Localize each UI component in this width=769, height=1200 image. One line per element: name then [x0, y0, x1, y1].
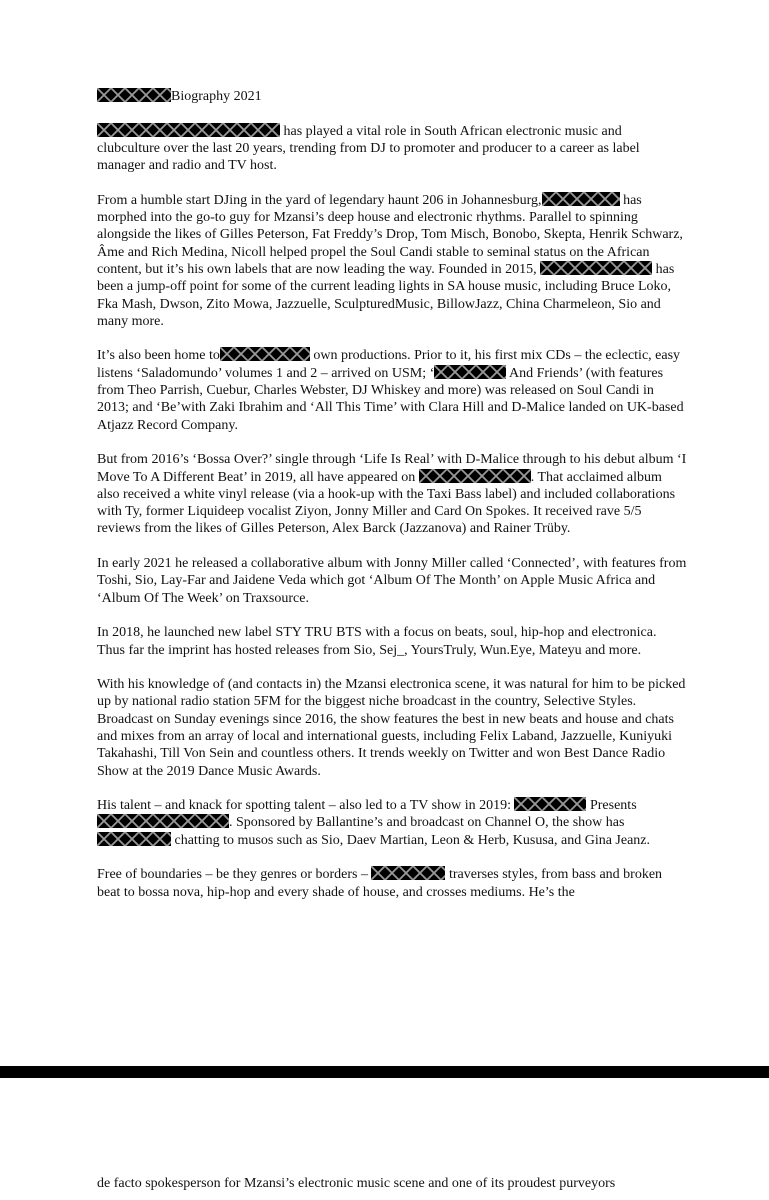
paragraph-connected	[97, 555, 687, 607]
paragraph-text: From a humble start DJing in the yard of legendary haunt 206 in Johannesburg,	[97, 192, 542, 208]
paragraph-text: chatting to musos such as Sio, Daev Martian, Leon & Herb, Kususa, and Gina Jeanz.	[174, 832, 651, 848]
paragraph-text: It’s also been home to	[97, 348, 220, 364]
redaction-block	[514, 797, 586, 811]
paragraph-text: Presents	[589, 798, 637, 814]
redaction-block	[97, 814, 229, 828]
document-page-2	[0, 1078, 769, 1200]
paragraph-text: But from 2016’s ‘Bossa Over?’ single through ‘Life Is Real’ with D-Malice through to his debut album ‘I Move To A Different Beat’ in 2019, all have appeared on	[97, 452, 687, 485]
redaction-block	[97, 832, 171, 846]
redaction-block	[434, 365, 506, 379]
paragraph-text: In early 2021 he released a collaborative album with Jonny Miller called ‘Connected’, with features from Toshi, Sio, Lay-Far and Jaidene Veda which got ‘Album Of The Month’ on Apple Music Africa and ‘Album Of The Week’ on Traxsource.	[97, 556, 687, 606]
paragraph-text: has been a jump-off point for some of the current leading lights in SA house music, including Bruce Loko, Fka Mash, Dwson, Zito Mowa, Jazzuelle, SculpturedMusic, BillowJazz, China Charmeleon, Sio and many more.	[97, 261, 675, 329]
paragraph-text: traverses styles, from bass and broken beat to bossa nova, hip-hop and every shade of house, and crosses mediums. He’s the	[97, 867, 663, 900]
redaction-block	[97, 123, 280, 137]
paragraph-radio	[97, 676, 687, 780]
paragraph-text: . That acclaimed album also received a white vinyl release (via a hook-up with the Taxi Bass label) and included collaborations with Ty, former Liquideep vocalist Ziyon, Jonny Miller and Card On Spokes. It received rave 5/5 reviews from the likes of Gilles Peterson, Alex Barck (Jazzanova) and Rainer Trüby.	[97, 469, 676, 537]
paragraph-origins	[97, 192, 687, 330]
document-title	[97, 88, 687, 105]
paragraph-text: In 2018, he launched new label STY TRU BTS with a focus on beats, soul, hip-hop and electronica. Thus far the imprint has hosted releases from Sio, Sej_, YoursTruly, Wun.Eye, Mateyu and more.	[97, 625, 657, 658]
redaction-block	[419, 469, 531, 483]
redaction-block	[97, 88, 171, 102]
paragraph-text: . Sponsored by Ballantine’s and broadcast on Channel O, the show has	[229, 815, 625, 831]
paragraph-text: Free of boundaries – be they genres or borders –	[97, 867, 368, 883]
paragraph-text: With his knowledge of (and contacts in) the Mzansi electronica scene, it was natural for him to be picked up by national radio station 5FM for the biggest niche broadcast in the country, Selective Styles. Broadcast on Sunday evenings since 2016, the show features the best in new beats and house and chats and mixes from an array of local and international guests, including Felix Laband, Jazzuelle, Kuniyuki Takahashi, Till Von Sein and countless others. It trends weekly on Twitter and won Best Dance Radio Show at the 2019 Dance Music Awards.	[97, 677, 686, 779]
page2-paragraph: de facto spokesperson for Mzansi’s electronic music scene and one of its proudest purveyors	[97, 1176, 616, 1191]
paragraph-productions	[97, 347, 687, 433]
title-text: Biography 2021	[171, 89, 262, 104]
paragraph-text: has morphed into the go-to guy for Mzansi’s deep house and electronic rhythms. Parallel to spinning alongside the likes of Gilles Peterson, Fat Freddy’s Drop, Tom Misch, Bonobo, Skepta, Henrik Schwarz, Âme and Rich Medina, Nicoll helped propel the Soul Candi stable to seminal status on the African content, but it’s his own labels that are now leading the way. Founded in 2015,	[97, 192, 683, 277]
paragraph-boundaries	[97, 866, 687, 901]
paragraph-album	[97, 451, 687, 537]
paragraph-intro	[97, 123, 687, 175]
document-body	[97, 88, 687, 918]
paragraph-text: has played a vital role in South African electronic music and clubculture over the last 20 years, trending from DJ to promoter and producer to a career as label manager and radio and TV host.	[97, 123, 640, 174]
paragraph-text: And Friends’ (with features from Theo Parrish, Cuebur, Charles Webster, DJ Whiskey and more) was released on Soul Candi in 2013; and ‘Be’with Zaki Ibrahim and ‘All This Time’ with Clara Hill and D-Malice landed on UK-based Atjazz Record Company.	[97, 365, 684, 433]
redaction-block	[542, 192, 620, 206]
paragraph-text: His talent – and knack for spotting talent – also led to a TV show in 2019:	[97, 798, 511, 814]
paragraph-label	[97, 624, 687, 659]
redaction-block	[371, 866, 445, 880]
paragraph-text: own productions. Prior to it, his first mix CDs – the eclectic, easy listens ‘Saladomundo’ volumes 1 and 2 – arrived on USM; ‘	[97, 348, 681, 381]
paragraph-tv	[97, 797, 687, 849]
redaction-block	[540, 261, 652, 275]
redaction-block	[220, 347, 310, 361]
